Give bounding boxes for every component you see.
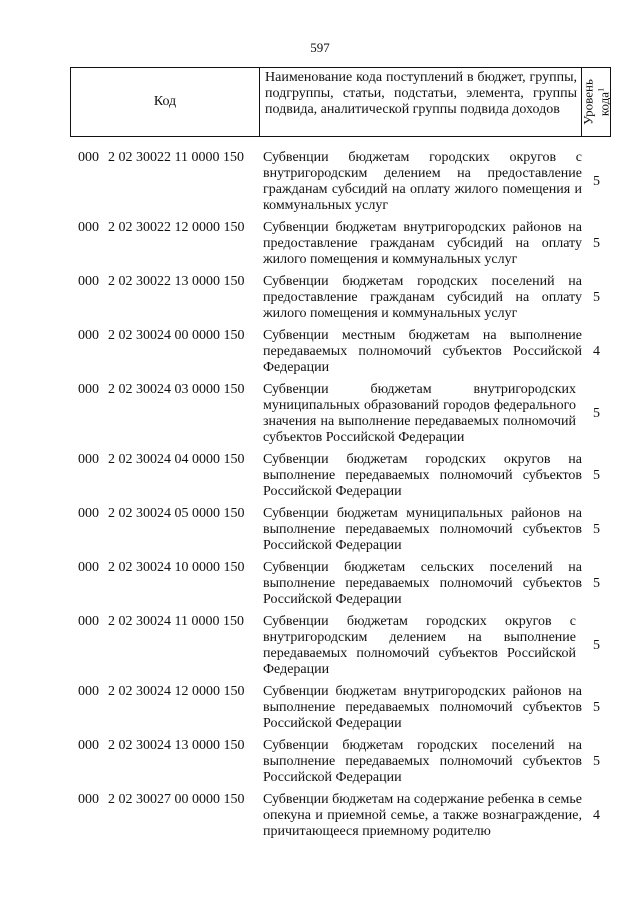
- row-code: 2 02 30024 11 0000 150: [108, 614, 244, 629]
- header-level-text: [581, 79, 610, 125]
- row-code: 2 02 30024 03 0000 150: [108, 382, 245, 397]
- page-number: 597: [310, 40, 330, 55]
- row-name: Субвенции бюджетам городских округов с внутригородским делением на выполнение передаваемых полномочий субъектов Российской Федерации: [263, 614, 576, 677]
- row-prefix: 000: [78, 150, 99, 165]
- row-level: 5: [593, 406, 600, 421]
- table-row: [70, 614, 611, 678]
- row-prefix: 000: [78, 274, 99, 289]
- row-level: 5: [593, 700, 600, 715]
- row-level: 5: [593, 174, 600, 189]
- row-name: Субвенции бюджетам сельских поселений на выполнение передаваемых полномочий субъектов Российской Федерации: [263, 560, 582, 607]
- table-row: [70, 452, 611, 500]
- table-row: [70, 684, 611, 732]
- row-code: 2 02 30024 04 0000 150: [108, 452, 245, 467]
- row-level: 5: [593, 754, 600, 769]
- row-name: Субвенции бюджетам городских округов с внутригородским делением на предоставление гражданам субсидий на оплату жилого помещения и коммунальных услуг: [263, 150, 582, 213]
- row-prefix: 000: [78, 328, 99, 343]
- table-row: [70, 150, 611, 214]
- row-prefix: 000: [78, 738, 99, 753]
- row-code: 2 02 30024 00 0000 150: [108, 328, 245, 343]
- row-prefix: 000: [78, 452, 99, 467]
- row-code: 2 02 30024 10 0000 150: [108, 560, 245, 575]
- row-prefix: 000: [78, 382, 99, 397]
- table-row: [70, 560, 611, 608]
- row-level: 5: [593, 576, 600, 591]
- header-level: [582, 68, 610, 136]
- table-row: [70, 506, 611, 554]
- row-name: Субвенции бюджетам муниципальных районов на выполнение передаваемых полномочий субъектов Российской Федерации: [263, 506, 582, 553]
- row-level: 5: [593, 522, 600, 537]
- table-row: [70, 274, 611, 322]
- row-code: 2 02 30024 05 0000 150: [108, 506, 245, 521]
- table-body: [70, 150, 611, 840]
- row-code: 2 02 30027 00 0000 150: [108, 792, 245, 807]
- header-level-line2: кода: [596, 91, 612, 117]
- row-level: 5: [593, 468, 600, 483]
- header-level-footnote: 1: [596, 87, 606, 92]
- row-code: 2 02 30022 11 0000 150: [108, 150, 244, 165]
- row-code: 2 02 30022 13 0000 150: [108, 274, 245, 289]
- row-prefix: 000: [78, 506, 99, 521]
- row-name: Субвенции бюджетам внутригородских районов на выполнение передаваемых полномочий субъектов Российской Федерации: [263, 684, 582, 731]
- table-header: [70, 67, 611, 137]
- row-prefix: 000: [78, 560, 99, 575]
- header-name: Наименование кода поступлений в бюджет, группы, подгруппы, статьи, подстатьи, элемента, группы подвида, аналитической группы подвида доходов: [260, 68, 582, 136]
- header-level-line1: Уровень: [580, 79, 596, 125]
- row-code: 2 02 30022 12 0000 150: [108, 220, 245, 235]
- row-name: Субвенции бюджетам городских поселений на выполнение передаваемых полномочий субъектов Российской Федерации: [263, 738, 582, 785]
- row-level: 5: [593, 236, 600, 251]
- row-name: Субвенции бюджетам городских поселений на предоставление гражданам субсидий на оплату жилого помещения и коммунальных услуг: [263, 274, 582, 321]
- header-code: Код: [71, 68, 260, 136]
- table-row: [70, 328, 611, 376]
- row-level: 5: [593, 638, 600, 653]
- row-name: Субвенции бюджетам внутригородских муниципальных образований городов федерального значения на выполнение передаваемых полномочий субъектов Российской Федерации: [263, 382, 576, 445]
- row-prefix: 000: [78, 614, 99, 629]
- row-name: Субвенции бюджетам внутригородских районов на предоставление гражданам субсидий на оплату жилого помещения и коммунальных услуг: [263, 220, 582, 267]
- row-name: Субвенции бюджетам на содержание ребенка в семье опекуна и приемной семье, а также вознаграждение, причитающееся приемному родителю: [263, 792, 582, 839]
- table-row: [70, 792, 611, 840]
- table-row: [70, 382, 611, 446]
- row-name: Субвенции местным бюджетам на выполнение передаваемых полномочий субъектов Российской Федерации: [263, 328, 582, 375]
- row-level: 5: [593, 290, 600, 305]
- row-prefix: 000: [78, 792, 99, 807]
- row-prefix: 000: [78, 220, 99, 235]
- row-name: Субвенции бюджетам городских округов на выполнение передаваемых полномочий субъектов Российской Федерации: [263, 452, 582, 499]
- table-row: [70, 220, 611, 268]
- row-level: 4: [593, 344, 600, 359]
- row-prefix: 000: [78, 684, 99, 699]
- row-level: 4: [593, 808, 600, 823]
- row-code: 2 02 30024 12 0000 150: [108, 684, 245, 699]
- table-row: [70, 738, 611, 786]
- row-code: 2 02 30024 13 0000 150: [108, 738, 245, 753]
